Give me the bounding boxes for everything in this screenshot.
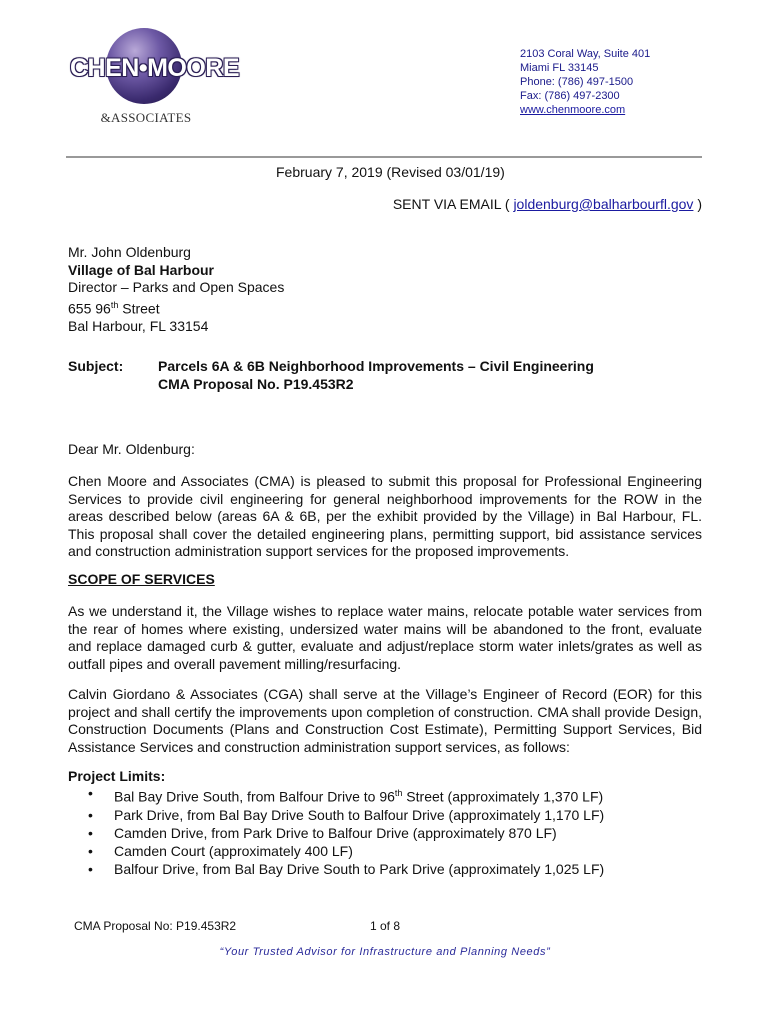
list-item-text: Camden Drive, from Park Drive to Balfour Drive (approximately 870 LF): [114, 824, 557, 841]
list-item-superscript: th: [394, 788, 403, 798]
list-item-text-cont: Street (approximately 1,370 LF): [402, 788, 604, 805]
project-limits-list: [88, 784, 604, 878]
subject-line-2: CMA Proposal No. P19.453R2: [158, 375, 354, 392]
subject-text: [158, 358, 594, 393]
logo-name: CHEN•MOORE: [70, 54, 240, 82]
sent-via-email: [393, 196, 702, 212]
header-divider: [66, 156, 702, 158]
recipient-street: [68, 297, 284, 318]
list-item: [88, 860, 604, 878]
project-limits-title: Project Limits:: [68, 768, 166, 784]
footer-page-number: 1 of 8: [370, 919, 401, 933]
list-item: [88, 806, 604, 824]
list-item: [88, 824, 604, 842]
recipient-name: Mr. John Oldenburg: [68, 244, 191, 260]
company-address: [520, 47, 650, 117]
list-item-text: Bal Bay Drive South, from Balfour Drive to 96: [114, 788, 395, 805]
recipient-title: Director – Parks and Open Spaces: [68, 279, 285, 295]
salutation: Dear Mr. Oldenburg:: [68, 441, 195, 457]
bullet-icon: •: [88, 785, 93, 801]
street-name: Street: [118, 300, 160, 317]
logo-subtitle: &ASSOCIATES: [100, 110, 192, 125]
fax-number: Fax: (786) 497-2300: [520, 90, 620, 102]
list-item-text: Park Drive, from Bal Bay Drive South to Balfour Drive (approximately 1,170 LF): [114, 806, 605, 823]
sent-suffix: ): [693, 196, 702, 212]
letter-date: February 7, 2019 (Revised 03/01/19): [276, 164, 505, 180]
bullet-icon: •: [88, 806, 93, 823]
scope-paragraph: As we understand it, the Village wishes to replace water mains, relocate potable water services from the rear of homes where existing, undersized water mains will be abandoned to the front, evaluate and replace damaged curb & gutter, evaluate and adjust/replace storm water inlets/grates as well as outfall pipes and overall pavement milling/resurfacing.: [68, 603, 702, 672]
recipient-email-link[interactable]: joldenburg@balharbourfl.gov: [513, 196, 694, 212]
bullet-icon: •: [88, 824, 93, 841]
phone-number: Phone: (786) 497-1500: [520, 76, 634, 88]
list-item-text: Camden Court (approximately 400 LF): [114, 842, 353, 859]
footer-proposal-number: CMA Proposal No: P19.453R2: [74, 919, 237, 933]
website-link[interactable]: www.chenmoore.com: [520, 104, 626, 116]
bullet-icon: •: [88, 842, 93, 859]
list-item: [88, 842, 604, 860]
recipient-address-block: [68, 244, 284, 335]
footer-tagline: “Your Trusted Advisor for Infrastructure and Planning Needs”: [219, 946, 551, 958]
street-number: 655 96: [68, 300, 111, 317]
subject-line-1: Parcels 6A & 6B Neighborhood Improvements – Civil Engineering: [158, 358, 594, 374]
scope-heading: SCOPE OF SERVICES: [68, 571, 215, 587]
address-line-1: 2103 Coral Way, Suite 401: [520, 48, 651, 60]
eor-paragraph: Calvin Giordano & Associates (CGA) shall serve at the Village’s Engineer of Record (EOR) for this project and shall certify the improvements upon completion of construction. CMA shall provide Design, Construction Documents (Plans and Construction Cost Estimate), Permitting Support Services, Bid Assistance Services and construction administration support services, as follows:: [68, 686, 702, 755]
recipient-city: Bal Harbour, FL 33154: [68, 317, 209, 334]
list-item-text: Balfour Drive, from Bal Bay Drive South to Park Drive (approximately 1,025 LF): [114, 860, 605, 877]
recipient-organization: Village of Bal Harbour: [68, 261, 214, 278]
sent-prefix: SENT VIA EMAIL (: [392, 196, 514, 212]
company-logo: [66, 28, 240, 128]
street-superscript: th: [110, 299, 119, 310]
list-item: [88, 784, 604, 806]
bullet-icon: •: [88, 860, 93, 877]
intro-paragraph: Chen Moore and Associates (CMA) is pleased to submit this proposal for Professional Engineering Services to provide civil engineering for general neighborhood improvements for the ROW in the areas described below (areas 6A & 6B, per the exhibit provided by the Village) in Bal Harbour, FL. This proposal shall cover the detailed engineering plans, permitting support, bid assistance services and construction administration support services for the proposed improvements.: [68, 473, 702, 559]
address-line-2: Miami FL 33145: [520, 62, 599, 74]
subject-label: Subject:: [68, 358, 124, 374]
